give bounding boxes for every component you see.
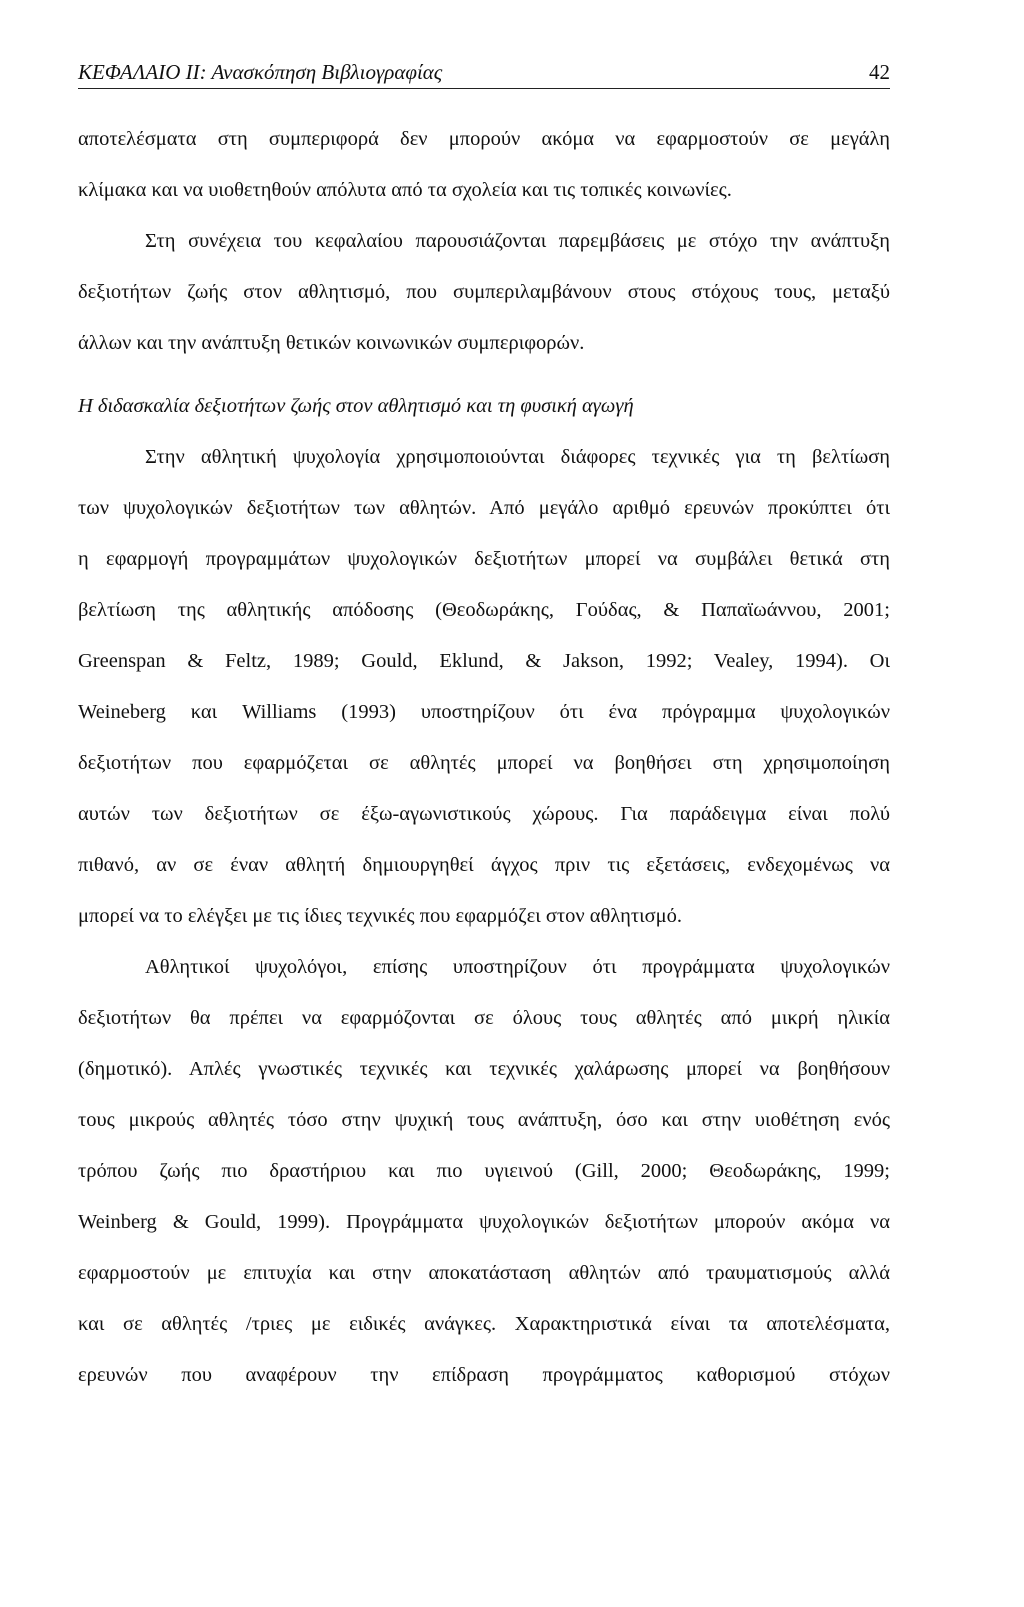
text-line: πιθανό, αν σε έναν αθλητή δημιουργηθεί άγχος πριν τις εξετάσεις, ενδεχομένως να xyxy=(78,854,890,876)
running-header xyxy=(78,54,890,89)
text-line: αυτών των δεξιοτήτων σε έξω-αγωνιστικούς χώρους. Για παράδειγμα είναι πολύ xyxy=(78,803,890,825)
text-line: Greenspan & Feltz, 1989; Gould, Eklund, & Jakson, 1992; Vealey, 1994). Οι xyxy=(78,650,890,672)
text-line: τρόπου ζωής πιο δραστήριου και πιο υγιεινού (Gill, 2000; Θεοδωράκης, 1999; xyxy=(78,1160,890,1182)
chapter-title: ΚΕΦΑΛΑΙΟ ΙΙ: Ανασκόπηση Βιβλιογραφίας xyxy=(78,60,443,84)
text-line: και σε αθλητές /τριες με ειδικές ανάγκες. Χαρακτηριστικά είναι τα αποτελέσματα, xyxy=(78,1313,890,1335)
text-line: δεξιοτήτων ζωής στον αθλητισμό, που συμπεριλαμβάνουν στους στόχους τους, μεταξύ xyxy=(78,281,890,303)
text-line: Στη συνέχεια του κεφαλαίου παρουσιάζονται παρεμβάσεις με στόχο την ανάπτυξη xyxy=(145,230,890,252)
text-line: άλλων και την ανάπτυξη θετικών κοινωνικών συμπεριφορών. xyxy=(78,332,585,354)
text-line: των ψυχολογικών δεξιοτήτων των αθλητών. Από μεγάλο αριθμό ερευνών προκύπτει ότι xyxy=(78,497,890,519)
text-line: δεξιοτήτων που εφαρμόζεται σε αθλητές μπορεί να βοηθήσει στη χρησιμοποίηση xyxy=(78,752,890,774)
text-line: κλίμακα και να υιοθετηθούν απόλυτα από τα σχολεία και τις τοπικές κοινωνίες. xyxy=(78,179,732,201)
text-line: μπορεί να το ελέγξει με τις ίδιες τεχνικές που εφαρμόζει στον αθλητισμό. xyxy=(78,905,682,927)
text-line: (δημοτικό). Απλές γνωστικές τεχνικές και τεχνικές χαλάρωσης μπορεί να βοηθήσουν xyxy=(78,1058,890,1080)
text-line: η εφαρμογή προγραμμάτων ψυχολογικών δεξιοτήτων μπορεί να συμβάλει θετικά στη xyxy=(78,548,890,570)
section-heading: Η διδασκαλία δεξιοτήτων ζωής στον αθλητισμό και τη φυσική αγωγή xyxy=(78,395,634,417)
text-line: δεξιοτήτων θα πρέπει να εφαρμόζονται σε όλους τους αθλητές από μικρή ηλικία xyxy=(78,1007,890,1029)
text-line: εφαρμοστούν με επιτυχία και στην αποκατάσταση αθλητών από τραυματισμούς αλλά xyxy=(78,1262,890,1284)
text-line: ερευνών που αναφέρουν την επίδραση προγράμματος καθορισμού στόχων xyxy=(78,1364,890,1386)
text-line: αποτελέσματα στη συμπεριφορά δεν μπορούν ακόμα να εφαρμοστούν σε μεγάλη xyxy=(78,128,890,150)
text-line: Weineberg και Williams (1993) υποστηρίζουν ότι ένα πρόγραμμα ψυχολογικών xyxy=(78,701,890,723)
text-line: Αθλητικοί ψυχολόγοι, επίσης υποστηρίζουν ότι προγράμματα ψυχολογικών xyxy=(145,956,890,978)
text-line: Weinberg & Gould, 1999). Προγράμματα ψυχολογικών δεξιοτήτων μπορούν ακόμα να xyxy=(78,1211,890,1233)
page-number: 42 xyxy=(869,60,890,84)
text-line: τους μικρούς αθλητές τόσο στην ψυχική τους ανάπτυξη, όσο και στην υιοθέτηση ενός xyxy=(78,1109,890,1131)
text-line: Στην αθλητική ψυχολογία χρησιμοποιούνται διάφορες τεχνικές για τη βελτίωση xyxy=(145,446,890,468)
text-line: βελτίωση της αθλητικής απόδοσης (Θεοδωράκης, Γούδας, & Παπαϊωάννου, 2001; xyxy=(78,599,890,621)
